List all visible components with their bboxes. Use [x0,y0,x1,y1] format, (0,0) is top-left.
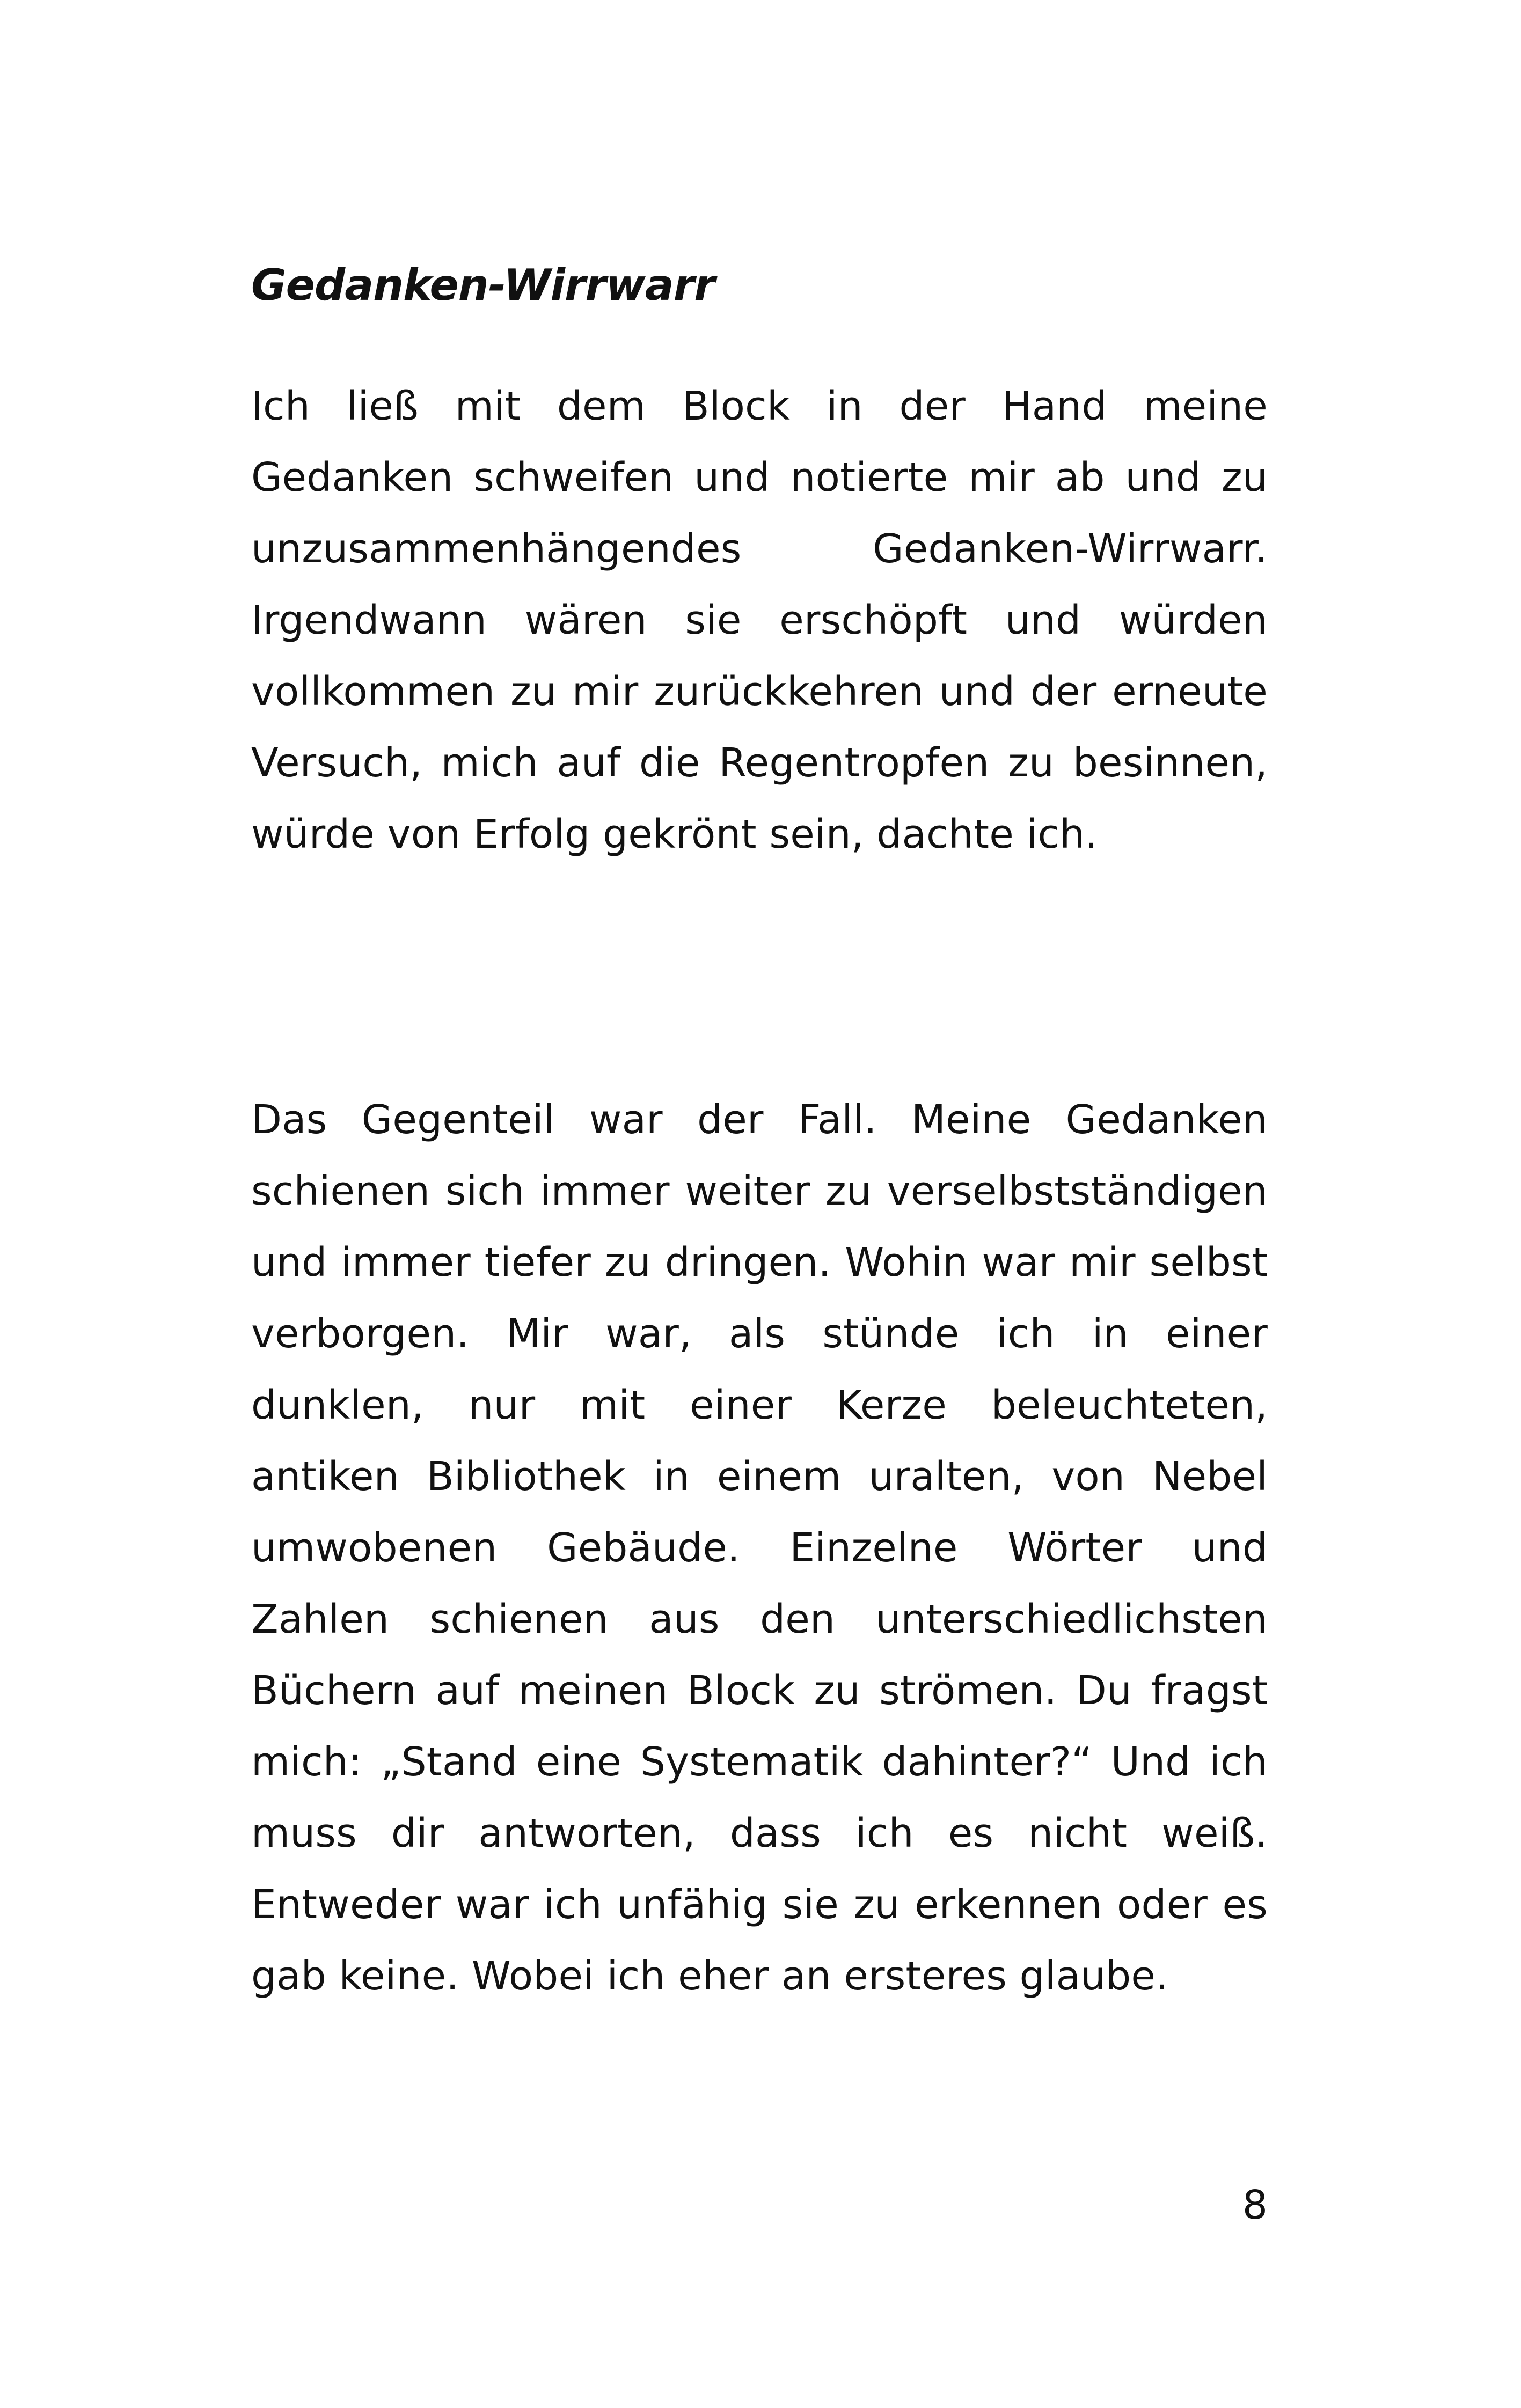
section-heading: Gedanken-Wirrwarr [251,260,715,310]
paragraph-1: Ich ließ mit dem Block in der Hand meine Gedanken schweifen und notierte mir ab und zu unzusammenhängendes Gedanken-Wirrwarr. Irgendwann wären sie erschöpft und würden vollkommen zu mir zurückkehren und der erneute Versuch, mich auf die Regentropfen zu besinnen, würde von Erfolg gekrönt sein, dachte ich. [251,383,1268,857]
page-number: 8 [1242,2182,1268,2228]
paragraph-2: Das Gegenteil war der Fall. Meine Gedanken schienen sich immer weiter zu verselbstständigen und immer tiefer zu dringen. Wohin war mir selbst verborgen. Mir war, als stünde ich in einer dunklen, nur mit einer Kerze beleuchteten, antiken Bibliothek in einem uralten, von Nebel umwobenen Gebäude. Einzelne Wörter und Zahlen schienen aus den unterschiedlichsten Büchern auf meinen Block zu strömen. Du fragst mich: „Stand eine Systematik dahinter?“ Und ich muss dir antworten, dass ich es nicht weiß. Entweder war ich unfähig sie zu erkennen oder es gab keine. Wobei ich eher an ersteres glaube. [251,1097,1268,1999]
